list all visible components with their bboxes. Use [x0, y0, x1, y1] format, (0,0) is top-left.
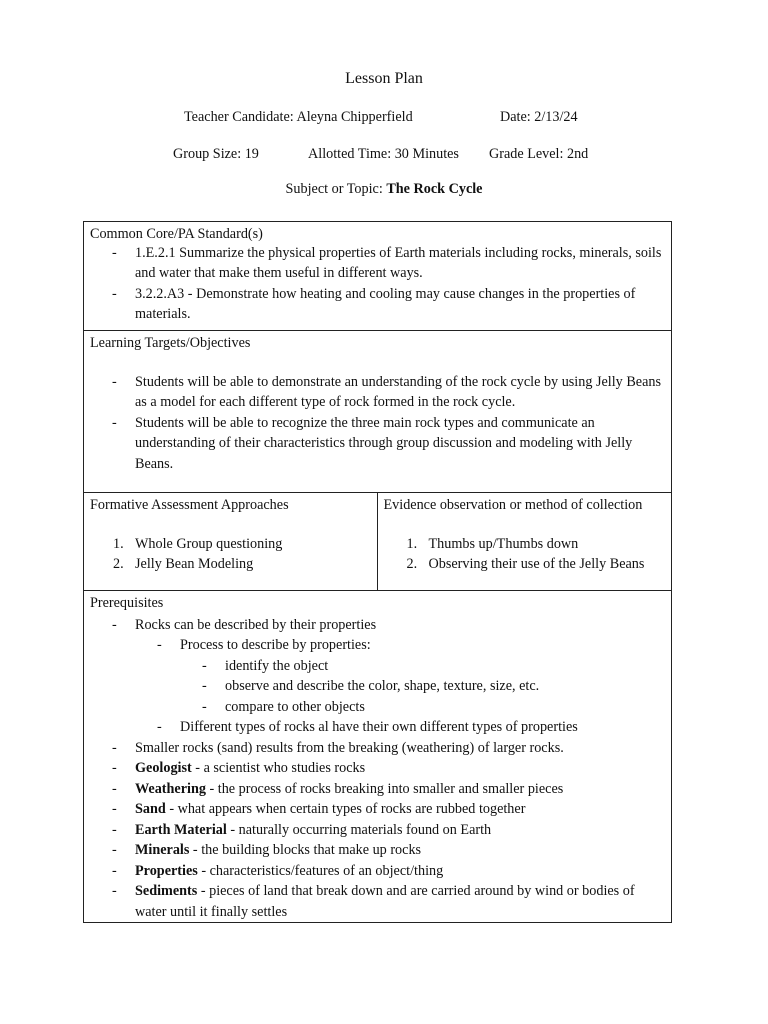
item-text: Observing their use of the Jelly Beans — [428, 556, 645, 572]
term-label: Sand — [135, 801, 166, 817]
item-text: Thumbs up/Thumbs down — [428, 535, 579, 552]
list-item — [90, 758, 665, 779]
subject-line — [0, 179, 768, 200]
list-item — [90, 881, 665, 922]
dash-marker: - — [112, 616, 117, 633]
dash-marker: - — [202, 698, 207, 715]
spacer — [384, 516, 666, 534]
dash-marker: - — [202, 678, 207, 694]
standard-text: 1.E.2.1 Summarize the physical properties of Earth materials including rocks, minerals, soils and water that make them useful in different ways. — [135, 244, 662, 281]
lesson-date: Date: 2/13/24 — [500, 109, 578, 125]
dash-marker: - — [112, 780, 117, 797]
term-label: Properties — [135, 862, 198, 879]
item-number: 2. — [406, 556, 418, 572]
teacher-name: Teacher Candidate: Aleyna Chipperfield — [184, 109, 413, 125]
dash-marker: - — [112, 373, 117, 390]
term-label: Minerals — [135, 842, 190, 858]
item-text: Whole Group questioning — [135, 535, 283, 552]
list-item — [90, 615, 665, 636]
list-item — [90, 861, 665, 882]
item-number: 2. — [113, 556, 124, 572]
list-item — [90, 820, 665, 841]
dash-marker: - — [112, 801, 117, 817]
spacer — [90, 354, 665, 372]
list-item — [90, 799, 665, 820]
grade-level: Grade Level: 2nd — [489, 146, 589, 162]
list-item — [384, 534, 666, 555]
standards-heading: Common Core/PA Standard(s) — [90, 226, 263, 242]
evidence-list — [384, 534, 666, 575]
subject-topic: The Rock Cycle — [386, 181, 483, 197]
list-item — [90, 534, 371, 555]
spacer — [90, 516, 371, 534]
standards-section — [84, 222, 671, 330]
subject-prefix: Subject or Topic: — [285, 181, 387, 197]
term-definition: - naturally occurring materials found on Earth — [226, 821, 492, 838]
list-item — [90, 372, 665, 413]
formative-column — [84, 493, 378, 590]
standard-text: 3.2.2.A3 - Demonstrate how heating and cooling may cause changes in the properties of materials. — [135, 285, 636, 322]
prerequisite-text: Different types of rocks al have their own different types of properties — [180, 719, 578, 735]
prerequisites-heading: Prerequisites — [90, 595, 164, 611]
dash-marker: - — [202, 657, 207, 674]
dash-marker: - — [112, 821, 117, 838]
objectives-heading: Learning Targets/Objectives — [90, 335, 251, 351]
list-item — [90, 554, 371, 575]
list-item — [90, 779, 665, 800]
term-definition: - pieces of land that break down and are carried around by wind or bodies of water until it finally settles — [135, 883, 635, 920]
prerequisite-text: Smaller rocks (sand) results from the breaking (weathering) of larger rocks. — [135, 739, 564, 756]
prerequisite-text: Rocks can be described by their properties — [135, 616, 377, 633]
list-item — [90, 717, 665, 738]
standards-list — [90, 243, 665, 325]
objectives-section — [84, 330, 671, 492]
term-definition: - the building blocks that make up rocks — [189, 842, 422, 858]
page-title: Lesson Plan — [345, 70, 423, 87]
list-item — [384, 554, 666, 575]
evidence-column — [378, 493, 672, 590]
list-item — [90, 738, 665, 759]
objectives-list — [90, 372, 665, 475]
term-label: Geologist — [135, 760, 192, 776]
dash-marker: - — [112, 739, 117, 756]
term-label: Earth Material — [135, 821, 227, 838]
item-text: Jelly Bean Modeling — [135, 556, 254, 572]
prerequisites-section — [84, 590, 671, 922]
dash-marker: - — [112, 285, 117, 302]
term-label: Sediments — [135, 883, 198, 899]
evidence-heading: Evidence observation or method of collection — [383, 497, 643, 513]
prerequisite-text: identify the object — [225, 657, 329, 674]
prerequisite-text: compare to other objects — [225, 698, 365, 715]
list-item — [90, 284, 665, 325]
list-item — [90, 413, 665, 475]
dash-marker: - — [112, 760, 117, 776]
group-size: Group Size: 19 — [173, 146, 259, 162]
dash-marker: - — [157, 637, 162, 653]
allotted-time: Allotted Time: 30 Minutes — [308, 146, 459, 162]
objective-text: Students will be able to demonstrate an understanding of the rock cycle by using Jelly Beans as a model for each different type of rock formed in the rock cycle. — [135, 373, 661, 410]
item-number: 1. — [406, 535, 418, 552]
formative-list — [90, 534, 371, 575]
formative-heading: Formative Assessment Approaches — [90, 497, 289, 513]
dash-marker: - — [112, 414, 117, 431]
prerequisites-list — [90, 615, 665, 923]
dash-marker: - — [157, 719, 162, 735]
term-label: Weathering — [135, 780, 206, 797]
prerequisite-text: Process to describe by properties: — [180, 637, 371, 653]
term-definition: - what appears when certain types of rocks are rubbed together — [165, 801, 526, 817]
term-definition: - the process of rocks breaking into smaller and smaller pieces — [205, 780, 564, 797]
prerequisite-text: observe and describe the color, shape, texture, size, etc. — [225, 678, 540, 694]
dash-marker: - — [112, 883, 117, 899]
list-item — [90, 243, 665, 284]
dash-marker: - — [112, 244, 117, 261]
assessment-section — [84, 492, 671, 590]
term-definition: - a scientist who studies rocks — [191, 760, 366, 776]
lesson-plan-table — [83, 221, 672, 923]
objective-text: Students will be able to recognize the three main rock types and communicate an understanding of their characteristics through group discussion and modeling with Jelly Beans. — [135, 414, 633, 472]
dash-marker: - — [112, 862, 117, 879]
term-definition: - characteristics/features of an object/thing — [197, 862, 444, 879]
list-item — [90, 656, 665, 677]
list-item — [90, 840, 665, 861]
item-number: 1. — [113, 535, 124, 552]
list-item — [90, 676, 665, 697]
list-item — [90, 697, 665, 718]
list-item — [90, 635, 665, 656]
dash-marker: - — [112, 842, 117, 858]
